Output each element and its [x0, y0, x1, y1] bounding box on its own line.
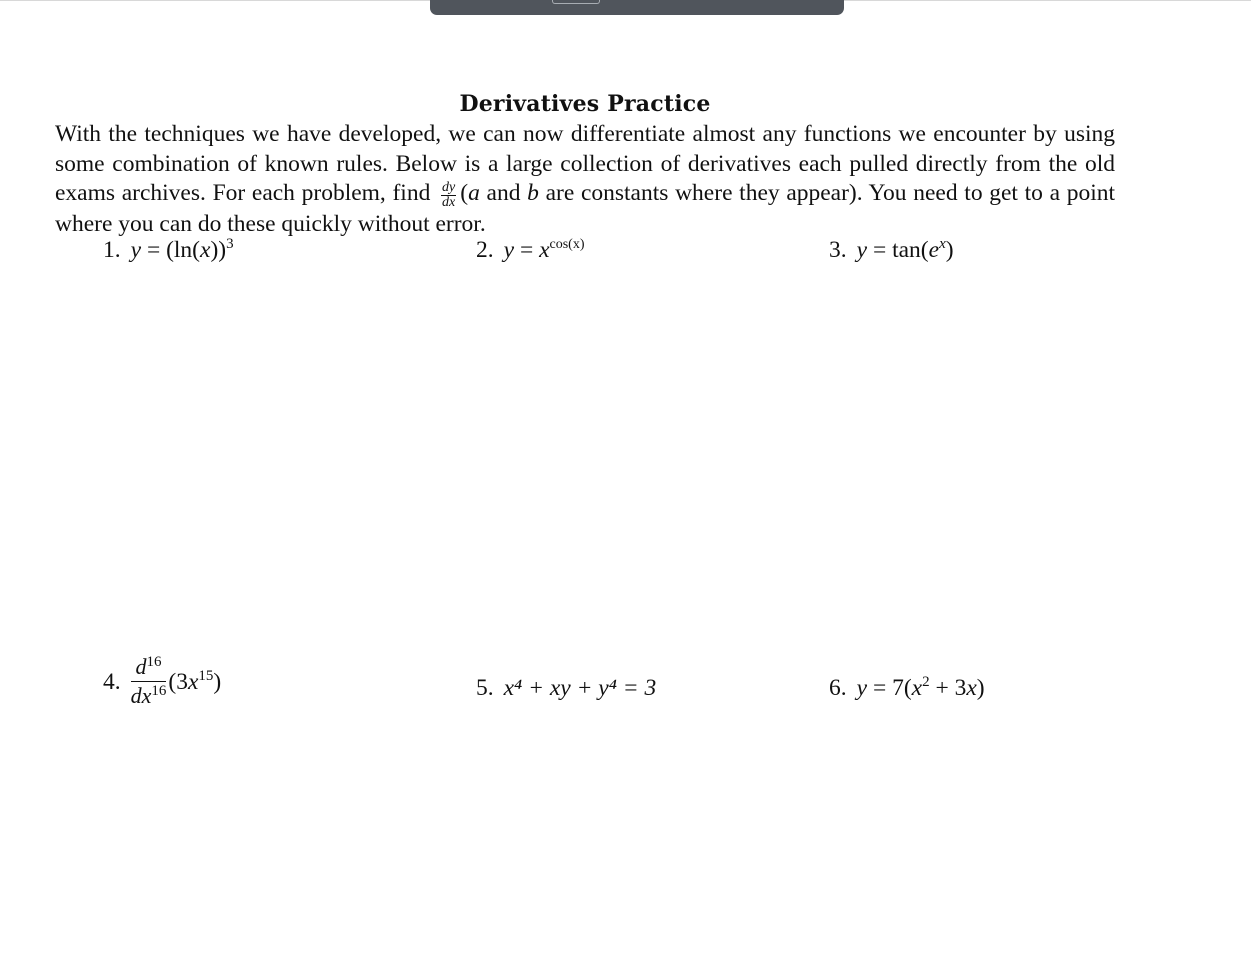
var-a: a — [468, 180, 480, 206]
problem-mid: + 3 — [935, 675, 967, 701]
equals-sign: = — [872, 675, 887, 701]
operator-numerator — [131, 655, 167, 682]
problem-1 — [103, 236, 234, 264]
problem-expression: x⁴ + xy + y⁴ = 3 — [503, 675, 657, 701]
problem-base: e — [928, 237, 940, 263]
numerator-d: d — [135, 654, 147, 679]
problem-var: x — [187, 668, 199, 695]
intro-text-1: With the techniques we have developed, we can now differentiate almost any functions we encounter by using some combination of known rules. Below is a large collection of derivatives each pulled directly from the old exams archives. For each problem, find — [55, 121, 1115, 206]
problem-body: (ln( — [166, 237, 201, 263]
viewer-toolbar[interactable] — [430, 0, 844, 15]
problem-2 — [476, 236, 585, 264]
problem-lhs: y — [130, 237, 142, 263]
var-b: b — [527, 180, 539, 206]
operator-denominator — [131, 682, 167, 708]
problem-number: 2. — [476, 237, 494, 263]
denominator-dx: dx — [130, 683, 152, 708]
problem-lhs: y — [503, 237, 515, 263]
problem-4 — [103, 655, 221, 708]
problem-var: x — [911, 675, 923, 701]
operand — [168, 668, 221, 696]
fraction-numerator: dy — [442, 180, 456, 196]
problem-exponent: x — [939, 236, 946, 252]
problem-body: 7( — [892, 675, 912, 701]
intro-paragraph — [55, 120, 1115, 240]
numerator-exponent: 16 — [146, 654, 162, 670]
problem-number: 1. — [103, 237, 121, 263]
page-title: Derivatives Practice — [459, 91, 711, 117]
intro-text-2: ( — [460, 180, 469, 206]
problem-exponent: 3 — [226, 236, 234, 252]
problem-lhs: y — [856, 675, 868, 701]
intro-text-3: and — [486, 180, 521, 206]
problem-5 — [476, 674, 656, 702]
problem-number: 4. — [103, 668, 121, 695]
problem-close: ) — [213, 668, 222, 695]
problem-base: x — [539, 237, 550, 263]
problem-exponent: 15 — [198, 667, 214, 684]
intro-text-4: are constants where they appear). You need to get to a point where you can do these quickly without error. — [55, 180, 1116, 238]
equals-sign: = — [872, 237, 887, 263]
toolbar-handle-icon[interactable] — [552, 0, 600, 4]
dy-dx-fraction — [441, 181, 456, 210]
equals-sign: = — [146, 237, 161, 263]
problem-lhs: y — [856, 237, 868, 263]
problem-exponent: 2 — [922, 674, 930, 690]
problem-close: )) — [210, 237, 227, 263]
problem-number: 3. — [829, 237, 847, 263]
equals-sign: = — [519, 237, 534, 263]
problem-3 — [829, 236, 954, 264]
nth-derivative-operator — [131, 655, 167, 708]
problem-body: (3 — [168, 668, 188, 695]
fraction-denominator: dx — [442, 195, 456, 211]
problem-close: ) — [976, 675, 985, 701]
problem-6 — [829, 674, 985, 702]
problem-body: tan( — [892, 237, 929, 263]
problem-var-2: x — [966, 675, 977, 701]
problem-exponent: cos(x) — [549, 237, 585, 252]
denominator-exponent: 16 — [151, 683, 167, 699]
problem-number: 6. — [829, 675, 847, 701]
problem-close: ) — [945, 237, 954, 263]
problem-number: 5. — [476, 675, 494, 701]
problem-var: x — [200, 237, 211, 263]
